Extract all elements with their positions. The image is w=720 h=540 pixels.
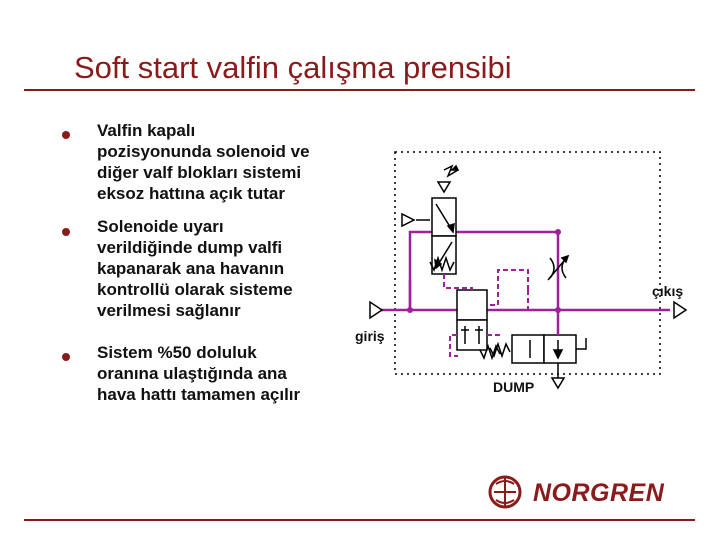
bullet-dot-3	[62, 353, 70, 361]
dump-exhaust-icon	[552, 378, 564, 388]
bullet-dot-2	[62, 228, 70, 236]
soft-start-valve-diagram	[340, 140, 700, 400]
solenoid-coil-icon	[438, 182, 450, 192]
norgren-logo-text: NORGREN	[533, 479, 665, 507]
slide-title: Soft start valfin çalışma prensibi	[74, 50, 512, 85]
bullet-1-line-2: pozisyonunda solenoid ve	[97, 142, 310, 161]
bullet-2-line-5: verilmesi sağlanır	[97, 301, 241, 320]
outlet-port-icon	[674, 302, 686, 318]
footer-rule	[24, 519, 695, 521]
norgren-logo-icon	[485, 474, 525, 510]
bullet-text-3	[97, 342, 300, 405]
bullet-2-line-3: kapanarak ana havanın	[97, 259, 285, 278]
inlet-port-icon	[370, 302, 382, 318]
solenoid-valve-icon	[432, 166, 458, 274]
bullet-2-line-4: kontrollü olarak sisteme	[97, 280, 293, 299]
bullet-1-line-4: eksoz hattına açık tutar	[97, 184, 286, 203]
bullet-dot-1	[62, 131, 70, 139]
bullet-2-line-2: verildiğinde dump valfi	[97, 238, 283, 257]
bullet-1-line-3: diğer valf blokları sistemi	[97, 163, 302, 182]
title-underline	[24, 89, 695, 91]
dump-label: DUMP	[493, 379, 535, 395]
bullet-text-2	[97, 216, 293, 321]
bullet-text-1	[97, 120, 310, 204]
bullet-3-line-3: hava hattı tamamen açılır	[97, 385, 301, 404]
exhaust-arrow-icon	[402, 214, 430, 226]
bullet-3-line-2: oranına ulaştığında ana	[97, 364, 287, 383]
bullet-1-line-1: Valfin kapalı	[97, 121, 196, 140]
outlet-label: çıkış	[652, 283, 684, 299]
inlet-label: giriş	[355, 328, 385, 344]
bullet-3-line-1: Sistem %50 doluluk	[97, 343, 257, 362]
bullet-2-line-1: Solenoide uyarı	[97, 217, 224, 236]
pilot-valve-icon	[457, 290, 500, 358]
